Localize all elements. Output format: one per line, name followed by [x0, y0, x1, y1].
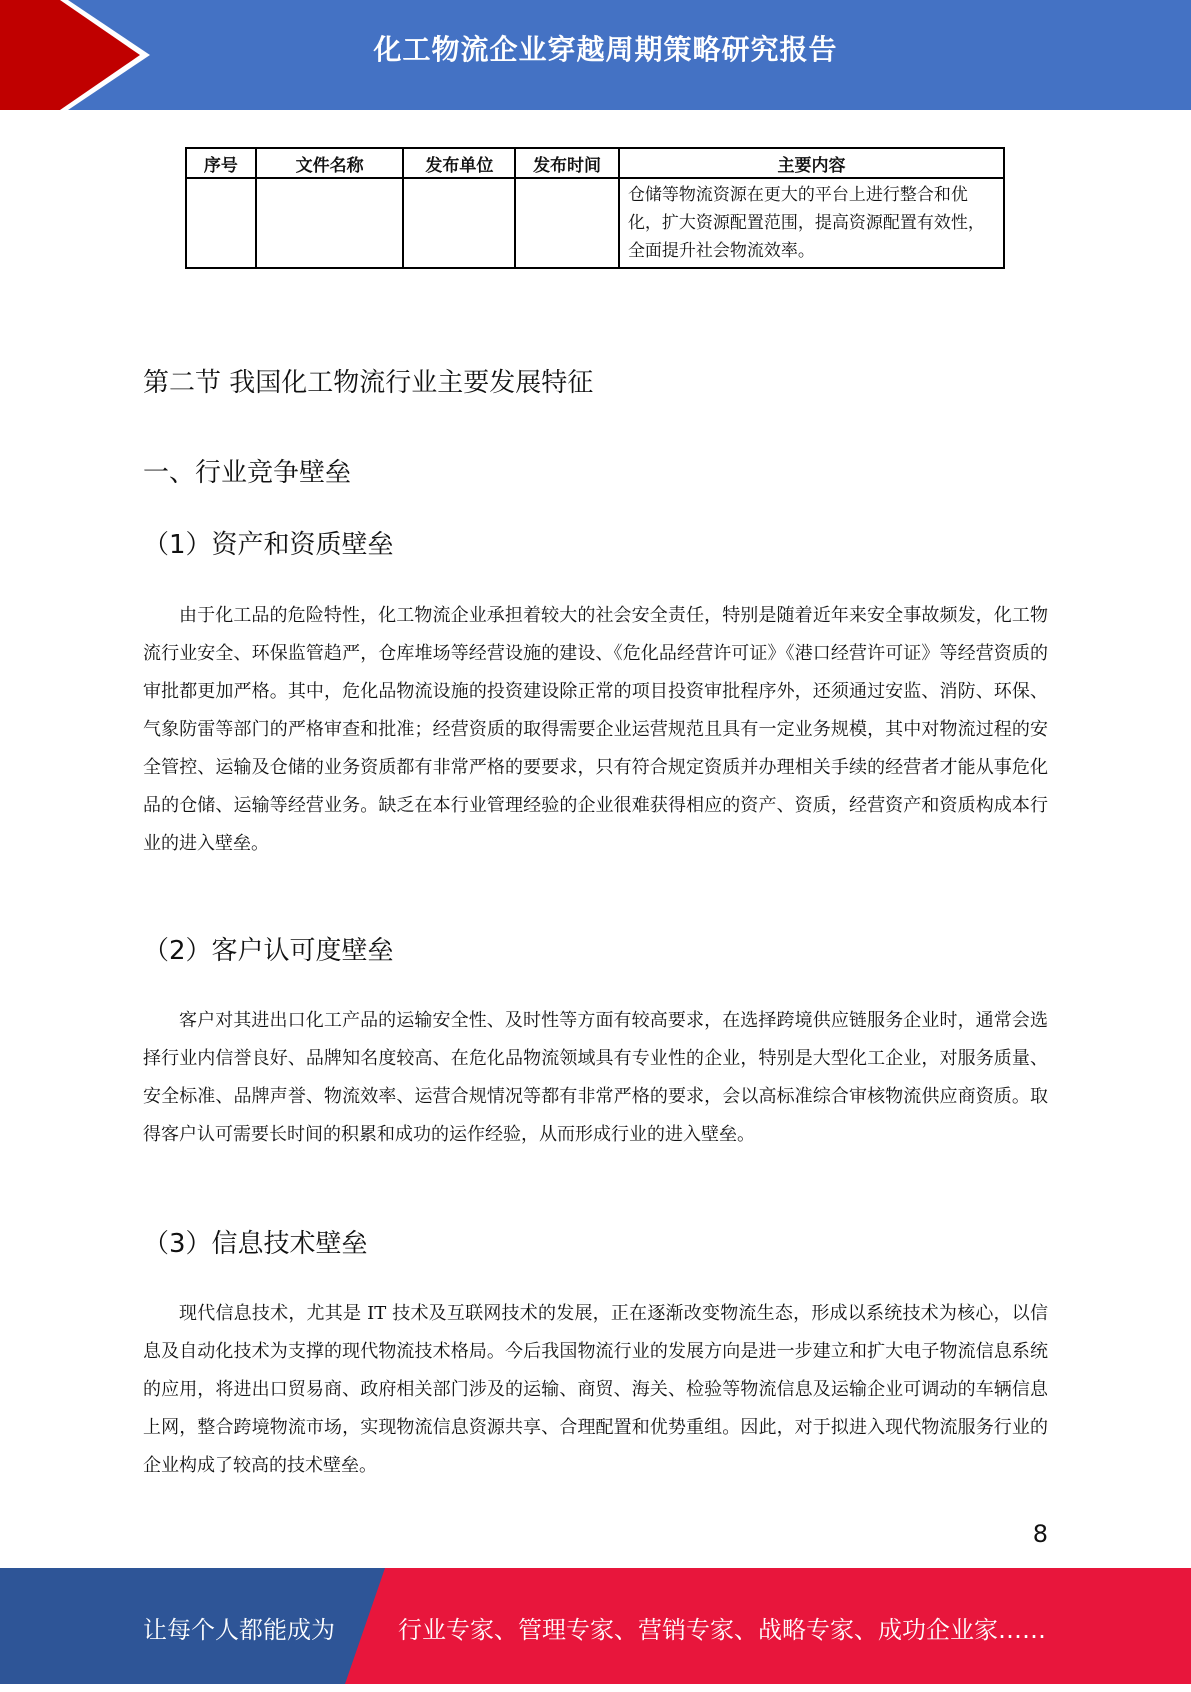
subsection-title-2: （2）客户认可度壁垒: [143, 936, 394, 966]
page-number: 8: [1032, 1520, 1048, 1548]
col-header-name: 文件名称: [256, 148, 404, 178]
report-title: 化工物流企业穿越周期策略研究报告: [373, 33, 838, 66]
table-header-row: [186, 148, 1004, 178]
subsection-title-3: （3）信息技术壁垒: [143, 1229, 368, 1259]
table-row: [186, 178, 1004, 268]
cell-time: [515, 178, 619, 268]
col-header-no: 序号: [186, 148, 256, 178]
paragraph-2: 客户对其进出口化工产品的运输安全性、及时性等方面有较高要求，在选择跨境供应链服务企业时，通常会选择行业内信誉良好、品牌知名度较高、在危化品物流领域具有专业性的企业，特别是大型化工企业，对服务质量、安全标准、品牌声誉、物流效率、运营合规情况等都有非常严格的要求，会以高标准综合审核物流供应商资质。取得客户认可需要长时间的积累和成功的运作经验，从而形成行业的进入壁垒。: [143, 1010, 1048, 1145]
policy-table: [185, 147, 1005, 269]
page-header: [0, 0, 1191, 110]
section-title: 第二节 我国化工物流行业主要发展特征: [143, 368, 594, 398]
paragraph-3: 现代信息技术，尤其是 IT 技术及互联网技术的发展，正在逐渐改变物流生态，形成以系统技术为核心，以信息及自动化技术为支撑的现代物流技术格局。今后我国物流行业的发展方向是进一步建立和扩大电子物流信息系统的应用，将进出口贸易商、政府相关部门涉及的运输、商贸、海关、检验等物流信息及运输企业可调动的车辆信息上网，整合跨境物流市场，实现物流信息资源共享、合理配置和优势重组。因此，对于拟进入现代物流服务行业的企业构成了较高的技术壁垒。: [143, 1303, 1048, 1476]
col-header-time: 发布时间: [515, 148, 619, 178]
col-header-content: 主要内容: [619, 148, 1004, 178]
cell-content: 仓储等物流资源在更大的平台上进行整合和优化，扩大资源配置范围，提高资源配置有效性，全面提升社会物流效率。: [619, 178, 1004, 268]
cell-unit: [403, 178, 515, 268]
part-title: 一、行业竞争壁垒: [143, 458, 352, 488]
footer-slogan-right: 行业专家、管理专家、营销专家、战略专家、成功企业家……: [398, 1616, 1046, 1644]
paragraph-1: 由于化工品的危险特性，化工物流企业承担着较大的社会安全责任，特别是随着近年来安全事故频发，化工物流行业安全、环保监管趋严，仓库堆场等经营设施的建设、《危化品经营许可证》《港口经营许可证》等经营资质的审批都更加严格。其中，危化品物流设施的投资建设除正常的项目投资审批程序外，还须通过安监、消防、环保、气象防雷等部门的严格审查和批准；经营资质的取得需要企业运营规范且具有一定业务规模，其中对物流过程的安全管控、运输及仓储的业务资质都有非常严格的要要求，只有符合规定资质并办理相关手续的经营者才能从事危化品的仓储、运输等经营业务。缺乏在本行业管理经验的企业很难获得相应的资产、资质，经营资产和资质构成本行业的进入壁垒。: [143, 605, 1048, 854]
cell-name: [256, 178, 404, 268]
col-header-unit: 发布单位: [403, 148, 515, 178]
cell-no: [186, 178, 256, 268]
page-footer: [0, 1568, 1191, 1684]
subsection-title-1: （1）资产和资质壁垒: [143, 530, 394, 560]
footer-slogan-left: 让每个人都能成为: [143, 1616, 335, 1644]
